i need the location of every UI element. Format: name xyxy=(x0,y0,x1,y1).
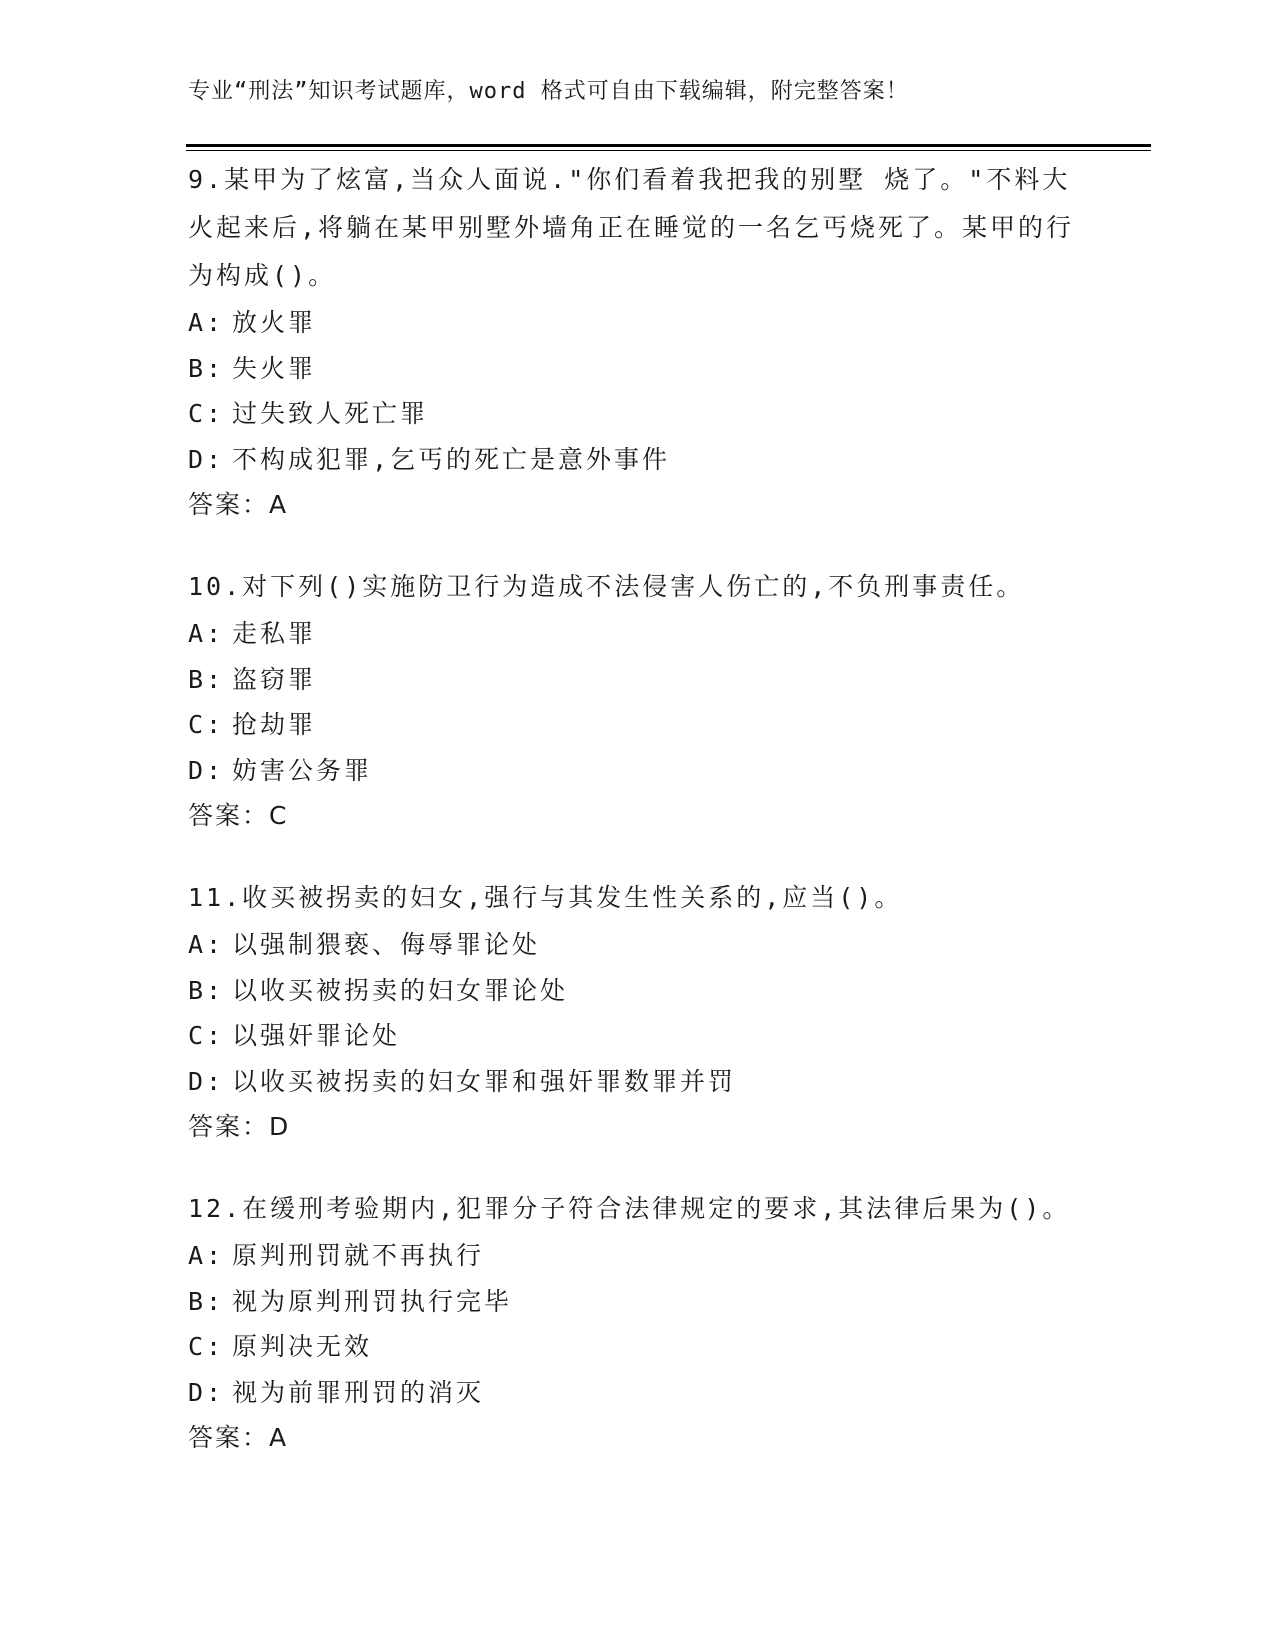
option-key: B: xyxy=(188,1286,225,1316)
option-text: 以强制猥亵、侮辱罪论处 xyxy=(232,930,541,959)
answer-line xyxy=(188,1104,1088,1150)
option-text: 原判决无效 xyxy=(232,1332,373,1361)
answer-value: D xyxy=(269,1112,291,1141)
option-text: 过失致人死亡罪 xyxy=(232,399,429,428)
option-key: C: xyxy=(188,1332,225,1361)
answer-label: 答案： xyxy=(188,490,270,519)
page-header: 专业“刑法”知识考试题库，word 格式可自由下载编辑，附完整答案！ xyxy=(188,79,909,104)
option-text: 视为原判刑罚执行完毕 xyxy=(232,1286,513,1316)
answer-value: A xyxy=(269,1423,289,1452)
option-key: D: xyxy=(188,1066,225,1096)
option-key: A: xyxy=(188,619,225,648)
question-stem: 12.在缓刑考验期内,犯罪分子符合法律规定的要求,其法律后果为()。 xyxy=(188,1194,1071,1223)
answer-value: A xyxy=(269,490,289,519)
option-text: 失火罪 xyxy=(232,353,317,383)
question-stem: 11.收买被拐卖的妇女,强行与其发生性关系的,应当()。 xyxy=(188,883,903,912)
option-key: C: xyxy=(188,710,225,739)
option-key: C: xyxy=(188,399,225,428)
answer-value: C xyxy=(269,801,289,830)
option-a xyxy=(188,300,1088,346)
question-stem: 9.某甲为了炫富,当众人面说."你们看着我把我的别墅 烧了。"不料大火起来后,将躺在某甲别墅外墙角正在睡觉的一名乞丐烧死了。某甲的行为构成()。 xyxy=(188,165,1075,290)
option-key: A: xyxy=(188,308,225,337)
option-text: 不构成犯罪,乞丐的死亡是意外事件 xyxy=(232,444,671,474)
option-b xyxy=(188,346,1088,392)
option-key: C: xyxy=(188,1021,225,1050)
question-12 xyxy=(188,1185,1088,1461)
answer-line xyxy=(188,1415,1088,1461)
option-c xyxy=(188,1013,1088,1059)
question-10 xyxy=(188,563,1088,839)
option-d xyxy=(188,437,1088,483)
header-rule-thin xyxy=(186,150,1151,151)
option-text: 以收买被拐卖的妇女罪论处 xyxy=(232,975,569,1005)
option-key: D: xyxy=(188,444,225,474)
option-b xyxy=(188,968,1088,1014)
option-key: A: xyxy=(188,1241,225,1270)
option-key: B: xyxy=(188,975,225,1005)
answer-label: 答案： xyxy=(188,1112,270,1141)
header-rule-thick xyxy=(186,144,1151,147)
option-b xyxy=(188,1279,1088,1325)
option-a xyxy=(188,922,1088,968)
option-key: D: xyxy=(188,1377,225,1407)
option-text: 盗窃罪 xyxy=(232,664,317,694)
option-text: 妨害公务罪 xyxy=(232,755,373,785)
option-key: B: xyxy=(188,353,225,383)
option-text: 走私罪 xyxy=(232,619,317,648)
option-text: 以收买被拐卖的妇女罪和强奸罪数罪并罚 xyxy=(232,1066,737,1096)
option-key: B: xyxy=(188,664,225,694)
option-a xyxy=(188,1233,1088,1279)
option-d xyxy=(188,1059,1088,1105)
question-9 xyxy=(188,156,1088,528)
option-text: 以强奸罪论处 xyxy=(232,1021,401,1050)
option-text: 原判刑罚就不再执行 xyxy=(232,1241,485,1270)
question-list xyxy=(188,156,1088,1496)
option-c xyxy=(188,1324,1088,1370)
option-text: 抢劫罪 xyxy=(232,710,317,739)
option-d xyxy=(188,1370,1088,1416)
question-stem: 10.对下列()实施防卫行为造成不法侵害人伤亡的,不负刑事责任。 xyxy=(188,572,1025,601)
option-key: D: xyxy=(188,755,225,785)
answer-line xyxy=(188,793,1088,839)
option-a xyxy=(188,611,1088,657)
answer-line xyxy=(188,482,1088,528)
option-key: A: xyxy=(188,930,225,959)
option-text: 视为前罪刑罚的消灭 xyxy=(232,1377,485,1407)
question-11 xyxy=(188,874,1088,1150)
option-d xyxy=(188,748,1088,794)
answer-label: 答案： xyxy=(188,801,270,830)
answer-label: 答案： xyxy=(188,1423,270,1452)
option-text: 放火罪 xyxy=(232,308,317,337)
option-c xyxy=(188,391,1088,437)
option-c xyxy=(188,702,1088,748)
option-b xyxy=(188,657,1088,703)
